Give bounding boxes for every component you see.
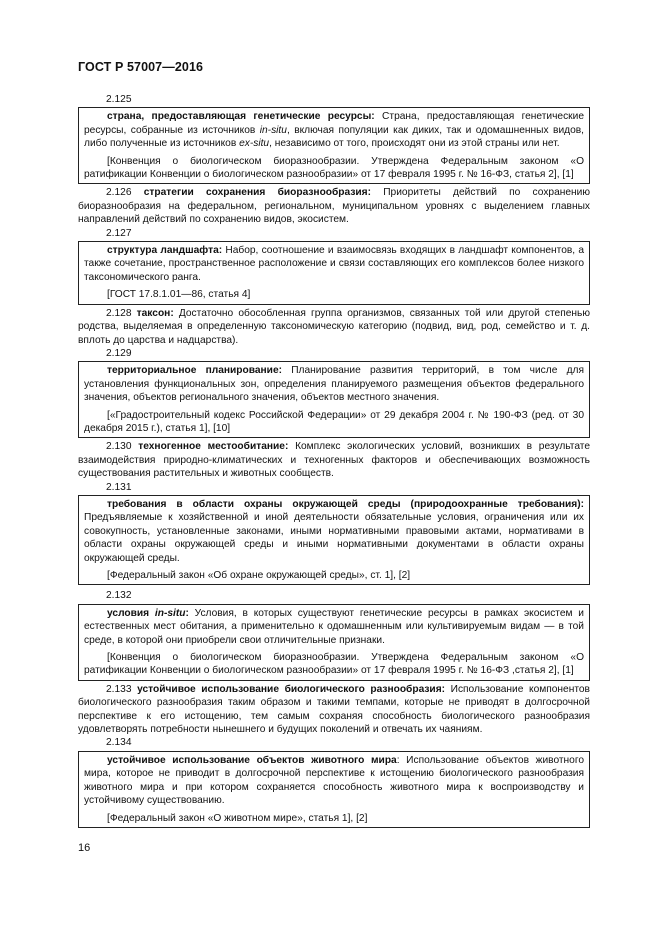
- definition: , независимо от того, происходят они из этой страны или нет.: [269, 138, 560, 150]
- source-reference: [Федеральный закон «Об охране окружающей среды», ст. 1], [2]: [107, 570, 411, 581]
- term: стратегии сохранения биоразнообразия:: [143, 187, 371, 199]
- definition: Приоритеты действий по сохранению биоразнообразия на федеральном, региональном, муниципальном уровнях с выделением главных направлений действий по сохранению видов, экосистем.: [78, 187, 590, 226]
- source-reference: [Конвенция о биологическом биоразнообразии. Утверждена Федеральным законом «О ратификации Конвенции о биологическом разнообразии» от 17 февраля 1995 г. № 16-ФЗ ,статья 2], [1]: [84, 652, 584, 677]
- definition: Условия, в которых существуют генетические ресурсы в рамках экосистем и естественных мест обитания, а применительно к одомашненным или культивируемым видам — в той среде, в которой они приобрели свои отличительные признаки.: [84, 607, 584, 646]
- source-reference: [Конвенция о биологическом биоразнообразии. Утверждена Федеральным законом «О ратификации Конвенции о биологическом разнообразии» от 17 февраля 1995 г. № 16-ФЗ, статья 2], [1]: [84, 155, 584, 181]
- term-part: :: [185, 607, 189, 619]
- definition: Планирование развития территорий, в том числе для установления функциональных зон, определения планируемого размещения объектов федерального значения, объектов регионального значения, объектов местного значения.: [84, 365, 585, 404]
- entry-number: 2.129: [106, 347, 132, 359]
- italic-term: in-situ: [154, 607, 186, 619]
- boxed-definition: [78, 751, 590, 828]
- definition: Набор, соотношение и взаимосвязь входящих в ландшафт компонентов, а также сочетание, пространственное расположение и связи составляющих его комплексов более низкого таксономического ранга.: [84, 245, 584, 283]
- term: [107, 608, 189, 619]
- entry-number: 2.125: [106, 94, 132, 105]
- boxed-definition: [78, 107, 590, 184]
- definition: Комплекс экологических условий, возникших в результате взаимодействия природно-климатических и техногенных факторов и обеспечивающих возможность существования растительных и животных сообществ.: [78, 441, 590, 480]
- boxed-definition: [78, 361, 590, 438]
- term: структура ландшафта:: [107, 245, 223, 257]
- boxed-definition: [78, 604, 590, 681]
- italic-term: in-situ: [259, 124, 287, 136]
- source-reference: [ГОСТ 17.8.1.01—86, статья 4]: [107, 289, 251, 301]
- term: требования в области охраны окружающей среды (природоохранные требования):: [107, 498, 584, 510]
- source-reference: [«Градостроительный кодекс Российской Федерации» от 29 декабря 2004 г. № 190-ФЗ (ред. от 30 декабря 2015 г.), статья 1], [10]: [84, 409, 584, 434]
- italic-term: ex-situ: [239, 138, 270, 150]
- entry-number: 2.127: [106, 227, 132, 239]
- term-part: условия: [107, 607, 155, 619]
- term: устойчивое использование биологического разнообразия:: [137, 683, 446, 695]
- entry-paragraph: [78, 440, 590, 480]
- boxed-definition: [78, 241, 590, 305]
- entry-number: 2.128: [106, 307, 132, 319]
- entry-number: 2.134: [106, 737, 132, 749]
- entry-paragraph: [78, 683, 590, 737]
- definition-text: [84, 110, 584, 150]
- entry-paragraph: [78, 186, 590, 226]
- entry-paragraph: [78, 307, 590, 347]
- definition-text: [84, 754, 584, 808]
- entry-number: 2.130: [106, 441, 132, 453]
- definition: , включая популяции как диких, так и одомашненных видов, либо полученные из источников: [84, 124, 584, 150]
- document-header: ГОСТ Р 57007—2016: [78, 60, 204, 74]
- term: таксон:: [136, 307, 174, 319]
- page-number: 16: [78, 842, 91, 854]
- definition: : Использование объектов животного мира, которое не приводит в долгосрочной перспективе к истощению биологического разнообразия животного мира и при котором сохраняется способность животного мира к воспроизводству и устойчивому существованию.: [84, 754, 584, 807]
- boxed-definition: [78, 495, 590, 585]
- term: страна, предоставляющая генетические ресурсы:: [107, 111, 375, 123]
- glossary-content: [78, 93, 590, 830]
- definition-text: [84, 364, 584, 404]
- term: техногенное местообитание:: [138, 441, 289, 453]
- entry-number: 2.132: [106, 590, 132, 602]
- definition: Использование компонентов биологического разнообразия таким образом и такими темпами, которые не приводят в долгосрочной перспективе к его истощению, тем самым сохраняя способность биологического разнообразия удовлетворять потребности нынешнего и будущих поколений и отвечать их чаяниям.: [78, 683, 590, 736]
- source-reference: [Федеральный закон «О животном мире», статья 1], [2]: [107, 812, 368, 824]
- term: территориальное планирование:: [107, 365, 283, 377]
- definition-text: [84, 498, 584, 565]
- definition: Страна, предоставляющая генетические ресурсы, собранные из источников: [84, 111, 584, 136]
- entry-number: 2.126: [106, 187, 132, 199]
- entry-number: 2.133: [106, 683, 132, 695]
- definition-text: [84, 244, 584, 284]
- definition-text: [84, 607, 584, 647]
- entry-number: 2.131: [106, 481, 132, 493]
- definition: Достаточно обособленная группа организмов, связанных той или другой степенью родства, выделяемая в определенную таксономическую категорию (подвид, вид, род, семейство и т. д. вплоть до царства и надцарства).: [78, 307, 590, 346]
- term: устойчивое использование объектов животного мира: [107, 754, 397, 766]
- definition: Предъявляемые к хозяйственной и иной деятельности обязательные условия, ограничения или их совокупность, установленные законами, иными нормативными правовыми актами, нормативами в области охраны окружающей среды и иными нормативными документами в области охраны окружающей среды.: [84, 512, 584, 564]
